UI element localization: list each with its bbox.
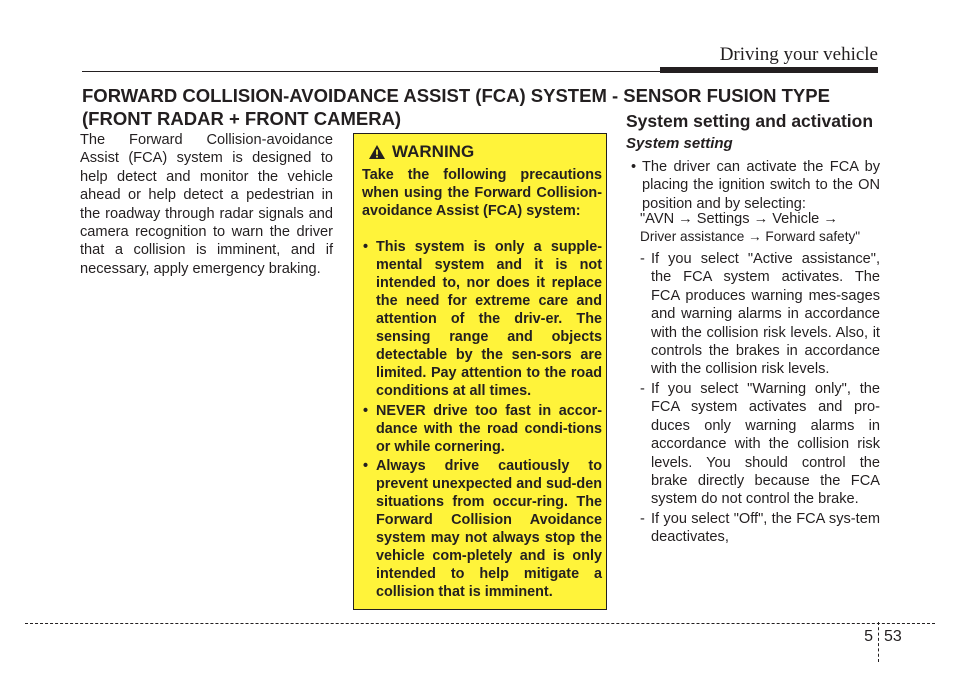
warning-bullet [362, 238, 602, 400]
menu-path: "AVN → Settings → Vehicle → [640, 211, 838, 227]
dash-symbol: - [640, 251, 645, 267]
footer-rule [25, 623, 935, 624]
bullet-symbol: • [631, 159, 637, 175]
intro-paragraph: The Forward Collision-avoidance Assist (FCA) system is designed to help detect and monitor the vehicle ahead or help detect a pedestrian in the roadway through radar signals and camera recognition to warn the driver that a collision is imminent, and if necessary, apply emergency braking. [80, 132, 333, 277]
dash-symbol: - [640, 511, 645, 527]
subsection-heading: System setting [626, 135, 733, 152]
header-rule-bold [660, 67, 878, 73]
warning-bullet-text: NEVER drive too fast in accor-dance with the road condi-tions or while cornering. [376, 403, 602, 455]
dash-symbol: - [640, 381, 645, 397]
page-title-line-2: (FRONT RADAR + FRONT CAMERA) [82, 108, 402, 129]
page-title-line-1: FORWARD COLLISION-AVOIDANCE ASSIST (FCA) SYSTEM - SENSOR FUSION TYPE [82, 85, 830, 106]
warning-bullet-text: This system is only a supple-mental system and it is not intended to, nor does it replace the need for extreme care and attention of the driv-er. The sensing range and objects detectable by the sen-sors are limited. Pay attention to the road conditions at all times. [376, 239, 602, 399]
warning-heading [368, 140, 474, 164]
setting-bullet [628, 158, 880, 213]
warning-bullet [362, 457, 602, 601]
warning-intro: Take the following precautions when using the Forward Collision-avoidance Assist (FCA) system: [362, 167, 602, 219]
section-header: Driving your vehicle [719, 44, 878, 65]
option-item [640, 380, 880, 509]
bullet-symbol: • [363, 458, 369, 474]
section-heading: System setting and activation [626, 111, 874, 131]
footer-divider [878, 622, 879, 662]
menu-path-continued: Driver assistance → Forward safety" [640, 229, 861, 244]
option-item [640, 510, 880, 547]
page-number: 53 [884, 628, 902, 645]
warning-bullet-text: Always drive cautiously to prevent unexpected and sud-den situations from occur-ring. The Forward Collision Avoidance system may not always stop the vehicle com-pletely and is only intended to help mitigate a collision that is imminent. [376, 458, 602, 600]
option-item [640, 250, 880, 379]
bullet-symbol: • [363, 403, 369, 419]
option-text: If you select "Warning only", the FCA system activates and pro-duces only warning alarms in accordance with the collision risk levels. You should control the brake directly because the FCA system do not control the brake. [651, 381, 880, 508]
option-text: If you select "Off", the FCA sys-tem deactivates, [651, 511, 880, 546]
header-rule [82, 71, 662, 72]
bullet-symbol: • [363, 239, 369, 255]
warning-triangle-icon [368, 144, 386, 160]
warning-heading-label: WARNING [392, 142, 475, 161]
warning-bullet [362, 402, 602, 456]
option-text: If you select "Active assistance", the FCA system activates. The FCA produces warning mes-sages and warning alarms in accordance with the collision risk levels. Also, it controls the brakes in accordance with the collision risk levels. [651, 251, 880, 378]
chapter-number: 5 [864, 628, 873, 645]
setting-bullet-text: The driver can activate the FCA by placing the ignition switch to the ON position and by selecting: [642, 159, 880, 212]
